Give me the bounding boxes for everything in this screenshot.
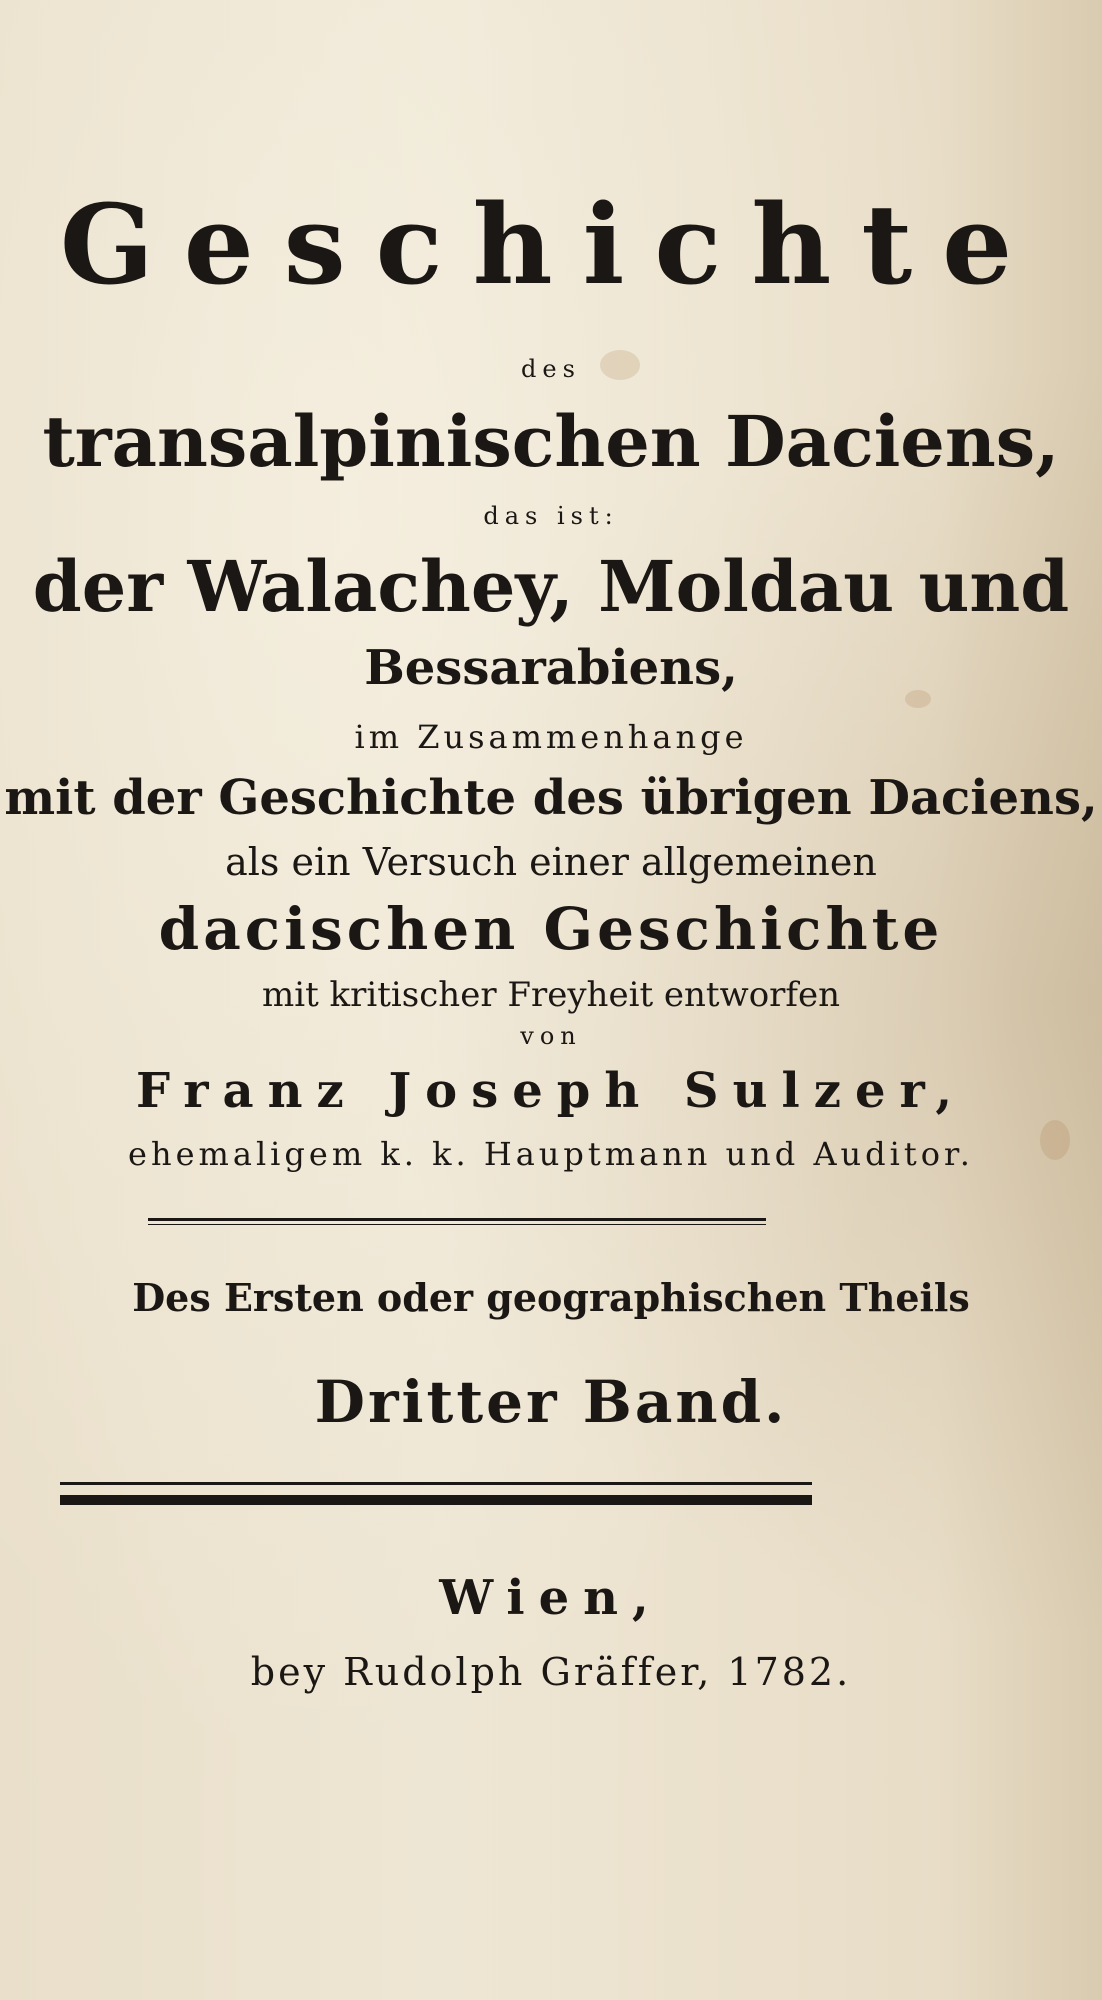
title-connector: des	[521, 355, 581, 383]
book-title: Geschichte	[59, 180, 1043, 309]
author-name: Franz Joseph Sulzer,	[135, 1063, 967, 1119]
das-ist-line: das ist:	[483, 502, 619, 530]
context-line: im Zusammenhange	[354, 718, 748, 756]
attempt-line: als ein Versuch einer allgemeinen	[225, 840, 877, 884]
regions-line: der Walachey, Moldau und	[32, 545, 1070, 628]
double-rule-bottom	[60, 1495, 812, 1505]
double-rule-top	[60, 1482, 812, 1485]
subject-line: transalpinischen Daciens,	[42, 400, 1060, 483]
publisher-line: bey Rudolph Gräffer, 1782.	[250, 1650, 852, 1694]
divider-rule	[148, 1218, 766, 1221]
critical-line: mit kritischer Freyheit entworfen	[261, 975, 841, 1015]
part-line: Des Ersten oder geographischen Theils	[132, 1275, 970, 1320]
with-history-line: mit der Geschichte des übrigen Daciens,	[4, 770, 1098, 826]
bessarabia-line: Bessarabiens,	[364, 640, 738, 696]
place-line: Wien,	[439, 1570, 663, 1626]
von-line: von	[520, 1022, 582, 1050]
divider-rule-thin	[148, 1224, 766, 1225]
dacian-history-line: dacischen Geschichte	[158, 895, 944, 963]
author-title: ehemaligem k. k. Hauptmann und Auditor.	[128, 1135, 974, 1173]
volume-line: Dritter Band.	[314, 1368, 788, 1436]
